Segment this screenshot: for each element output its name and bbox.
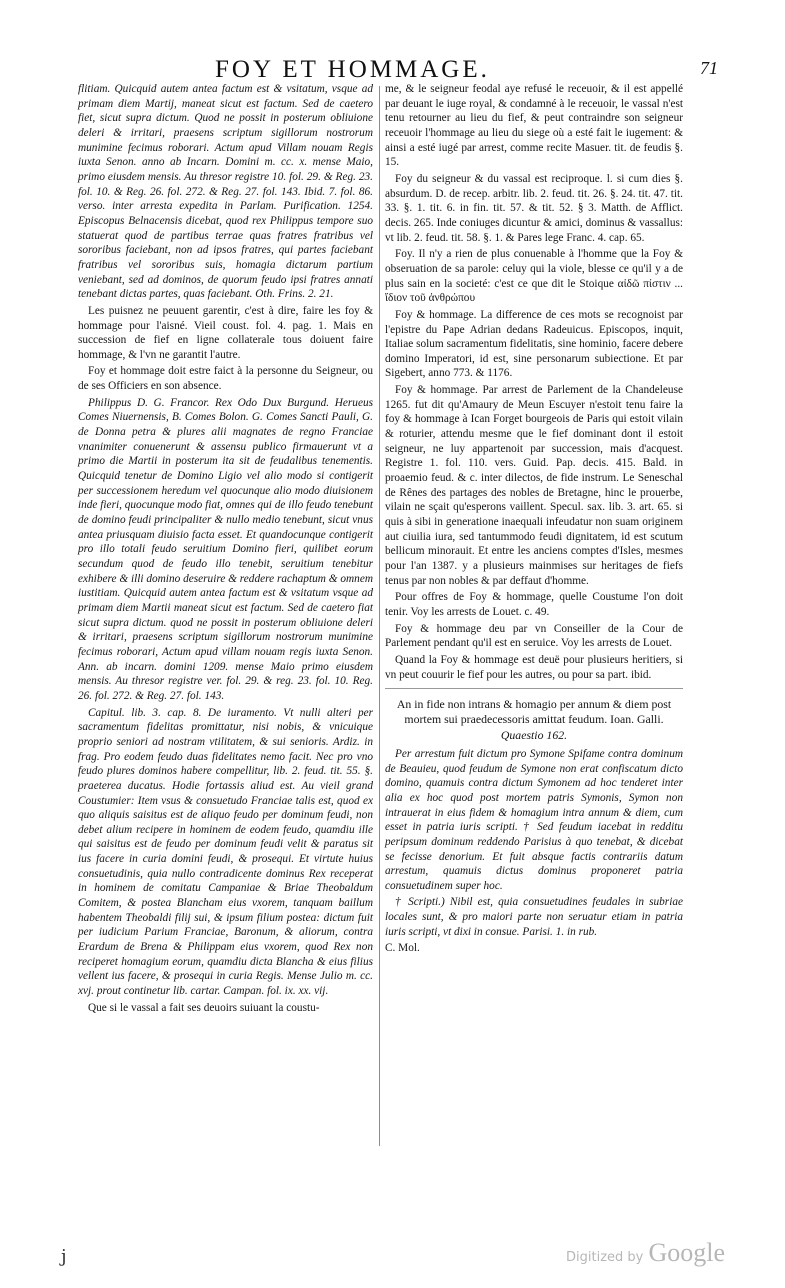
paragraph: Philippus D. G. Francor. Rex Odo Dux Burgund. Herueus Comes Niuernensis, B. Comes Bolon. G. Comes Sancti Pauli, G. de Donna petra & plures alii magnates de regno Franciae vnanimiter conuenerunt & assensu publico firmauerunt vt a primo die Martii in posterum ita sit de feudalibus tenementis. Quicquid tenetur de Domino Ligio vel alio modo si contigerit per successionem heredum vel quocunque alio modo diuisionem inde fieri, quocunque modo fiat, omnes qui de illo feudo tenebunt de domino feudi principaliter & nullo medio tenebunt, sicut vnus antea priusquam diuisio facta esset. Et quandocunque contigerit pro illo totali feudo seruitium Domino fieri, quilibet eorum secundum quod de feudo illo tenebit, seruitium tenebitur exhibere & illi domino deseruire & reddere rachaptum & omnem iustitiam. Quicquid autem antea factum est & vsitatum vsque ad primam diem Martii maneat sicut est factum. Sed de caetero fiat sicut supra dictum. quod ne possit in posterum obliuione deleri & irritari, praesens scriptum sigillorum nostrorum munimine fecimus roborari, Actum apud villam nouam regis iuxta Senon. Ann. ab incarn. domini 1209. mense Maio primo eiusdem mensis. Au thresor registre ver. fol. 29. & reg. 23. fol. 10. Reg. 26. fol. 272. & Reg. 27. fol. 143. [78, 396, 373, 702]
question-title: An in fide non intrans & homagio per annum & diem post mortem sui praedecessoris amittat feudum. Ioan. Galli. [396, 697, 672, 726]
paragraph: † Scripti.) Nibil est, quia consuetudines feudales in subriae locales sunt, & pro maiori parte non seruatur etiam in patria iuris scripti, vt dixi in consue. Parisi. 1. in rub. [385, 896, 683, 938]
paragraph: Foy. Il n'y a rien de plus conuenable à l'homme que la Foy & obseruation de sa parole: celuy qui la viole, blesse ce qu'il y a de plus sain en la societé: c'est ce que dit le Stoique αἰδῶ πίστιν ... ἴδιον τοῦ ἀνθρώπου [385, 248, 683, 305]
paragraph: Foy et hommage doit estre faict à la personne du Seigneur, ou de ses Officiers en son absence. [78, 365, 373, 393]
google-logo: Google [648, 1238, 725, 1267]
section-divider [385, 688, 683, 689]
watermark-prefix: Digitized by [566, 1250, 644, 1265]
paragraph: flitiam. Quicquid autem antea factum est & vsitatum, vsque ad primam diem Martij, maneat sicut est factum. Sed de caetero fiet, sicut supra dictum. Quod ne possit in posterum obliuione deleri & irritari, praesens scriptum sigillorum nostrorum munimine fecimus roborari. Actum apud Villam nouam Regis iuxta Senon. anno ab Incarn. Domini m. cc. x. mense Maio, primo eiusdem mensis. Au thresor registre 10. fol. 29. & Reg. 23. fol. 10. & Reg. 26. fol. 272. & Reg. 27. fol. 143. Ibid. 7. fol. 86. verso. inter arresta expedita in Parlam. Purification. 1254. Episcopus Belnacensis dicebat, quod rex Philippus tempore suo statuerat quod de partibus terrae quas fratres fratribus vel sororibus faciebant, non ad ipsos fratres, qui partes faciebant fratribus vel sororibus suis, homagia dictarum partium veniebant, sed ad dominos, de quorum feudo ipsi fratres annati tenebant dictas partes, quas faciebant. Oth. Frins. 2. 21. [78, 83, 373, 301]
paragraph: Pour offres de Foy & hommage, quelle Coustume l'on doit tenir. Voy les arrests de Louet. c. 49. [385, 591, 683, 618]
question-number: Quaestio 162. [500, 728, 568, 743]
running-title: FOY ET HOMMAGE. [215, 56, 490, 83]
paragraph: Quand la Foy & hommage est deuë pour plusieurs heritiers, si vn peut couurir le fief pour les autres, ou pour sa part. ibid. [385, 653, 683, 681]
digitized-watermark [566, 1238, 725, 1268]
paragraph: Que si le vassal a fait ses deuoirs suiuant la coustu- [88, 1001, 320, 1014]
paragraph: Foy & hommage. Par arrest de Parlement de la Chandeleuse 1265. fut dit qu'Amaury de Meun Escuyer n'estoit tenu faire la foy & hommage à Ican Forget bourgeois de Paris qui estoit vilain & roturier, attendu mesme que le fief dominant dont il estoit seigneur, ne luy appartenoit par succession, mais d'acquest. Registre 1. fol. 110. vers. Guid. Pap. decis. 415. Bald. in proaemio feud. & c. inter dilectos, de fide instrum. Le Seneschal de Rênes des partages des nobles de Bretagne, hinc le prouerbe, vilain ne sçait qu'esperons vaillent. Specul. sax. lib. 3. art. 65. si quis à sibi in generatione inaequali infeudatur non suam originem aut ciuilia iura, sed tantummodo feudi dignitatem, id est scutum bellicum minorauit. Et entre les anciens comptes d'Isles, mesmes pour l'an 1387. y a plusieurs mainmises sur heritages de fiefs tenus par non nobles & par deffaut d'homme. [385, 384, 683, 587]
paragraph: me, & le seigneur feodal aye refusé le receuoir, & il est appellé par deuant le iuge royal, & condamné à le receuoir, le vassal n'est tenu retourner au lieu du fief, & peut contraindre son seigneur receuoir l'hommage au lieu du siege où a esté fait le iugement: & ainsi a esté iugé par arrest, comme recite Masuer. tit. de feudis §. 15. [385, 83, 683, 169]
paragraph: Foy & hommage. La difference de ces mots se recognoist par l'epistre du Pape Adrian dedans Radeuicus. Episcopos, inquit, Italiae solum sacramentum fidelitatis, sine hominio, facere debere domino Imperatori, id est, sine personarum subiectione. Et par Sigebert, anno 773. & 1176. [385, 308, 683, 380]
margin-mark: j [61, 1246, 67, 1267]
right-column [385, 82, 683, 958]
column-divider [379, 86, 380, 1146]
paragraph: Les puisnez ne peuuent garentir, c'est à dire, faire les foy & hommage pour l'aisné. Vieil coust. fol. 4. pag. 1. Mais en succession de fief en ligne collaterale tous doiuent faire hommage, & l'vn ne garantit l'autre. [78, 304, 373, 361]
paragraph: Capitul. lib. 3. cap. 8. De iuramento. Vt nulli alteri per sacramentum fidelitas promittatur, nisi nobis, & vnicuique proprio seniori ad nostram vtilitatem, & sui senioris. Ardiz. in frag. Pro eodem feudo duas fidelitates nemo facit. Nec pro vno feudo plures dominos habere compellitur, lib. 2. feud. tit. 55. §. praeterea ducatus. Hodie fortassis aliud est. Au vieil grand Coustumier: Item vsus & consuetudo Franciae talis est, quod ex quo aliquis saisitus est de aliquo feudo per dominum feudi, non debet alium recipere in hominem de eodem feudo, quamdiu ille qui saisitus est de feudo per dominum feudi velit & paratus sit ius facere in curia domini feudi, & prosequi. Et virtute huius consuetudinis, quia nullo contradicente dominus Rex receperat in hominem de comitatu Campaniae & Briae Theobaldum Comitem, & postea Blancham eius vxorem, tanquam baillum habentem Theobaldi filij sui, & ipsum filium postea: dictum fuit per iudicium Parium Franciae, Baronum, & aliorum, contra Erardum de Brena & Philippam eius vxorem, quod Rex non reciperet homagium eorum, quamdiu dicta Blancha & eius filius vellent ius facere, & prosequi in curia Regis. Mense Julio m. cc. xvj. prout continetur lib. cartar. Campan. fol. ix. xx. vij. [78, 706, 373, 998]
left-column [78, 82, 373, 1017]
paragraph: Per arrestum fuit dictum pro Symone Spifame contra dominum de Beauieu, quod feudum de Symone non erat confiscatum dicto domino, quamuis contra dictum Symonem ad hoc tenderet inter alia ex hoc quod post mortem patris Symonis, Symon non intrauerat in eius fidem & homagium intra annum & diem, cum esset in patria iuris scripti. † Sed feudum iacebat in redditu peripsum dominum reddendo Parisius à quo tenebat, & dicebat se fecisse denorium. Et fuit absque factis contrariis datum arrestum, quamuis dictus dominus proponeret patria consuetudinem super hoc. [385, 747, 683, 892]
paragraph: Foy & hommage deu par vn Conseiller de la Cour de Parlement pendant qu'il est en seruice. Voy les arrests de Louet. [385, 622, 683, 650]
paragraph: Foy du seigneur & du vassal est reciproque. l. si cum dies §. absurdum. D. de recep. arbitr. lib. 2. feud. tit. 26. §. 24. tit. 47. tit. 33. §. 1. tit. 6. in fin. tit. 57. & tit. 52. § 3. Matth. de Afflict. decis. 265. Inde coniuges dicuntur & amici, dominus & vassallus: vt lib. 2. feud. tit. 58. §. 1. & Pares lege Franc. 4. cap. 65. [385, 172, 683, 244]
page-number: 71 [700, 58, 718, 78]
signature: C. Mol. [385, 942, 420, 955]
